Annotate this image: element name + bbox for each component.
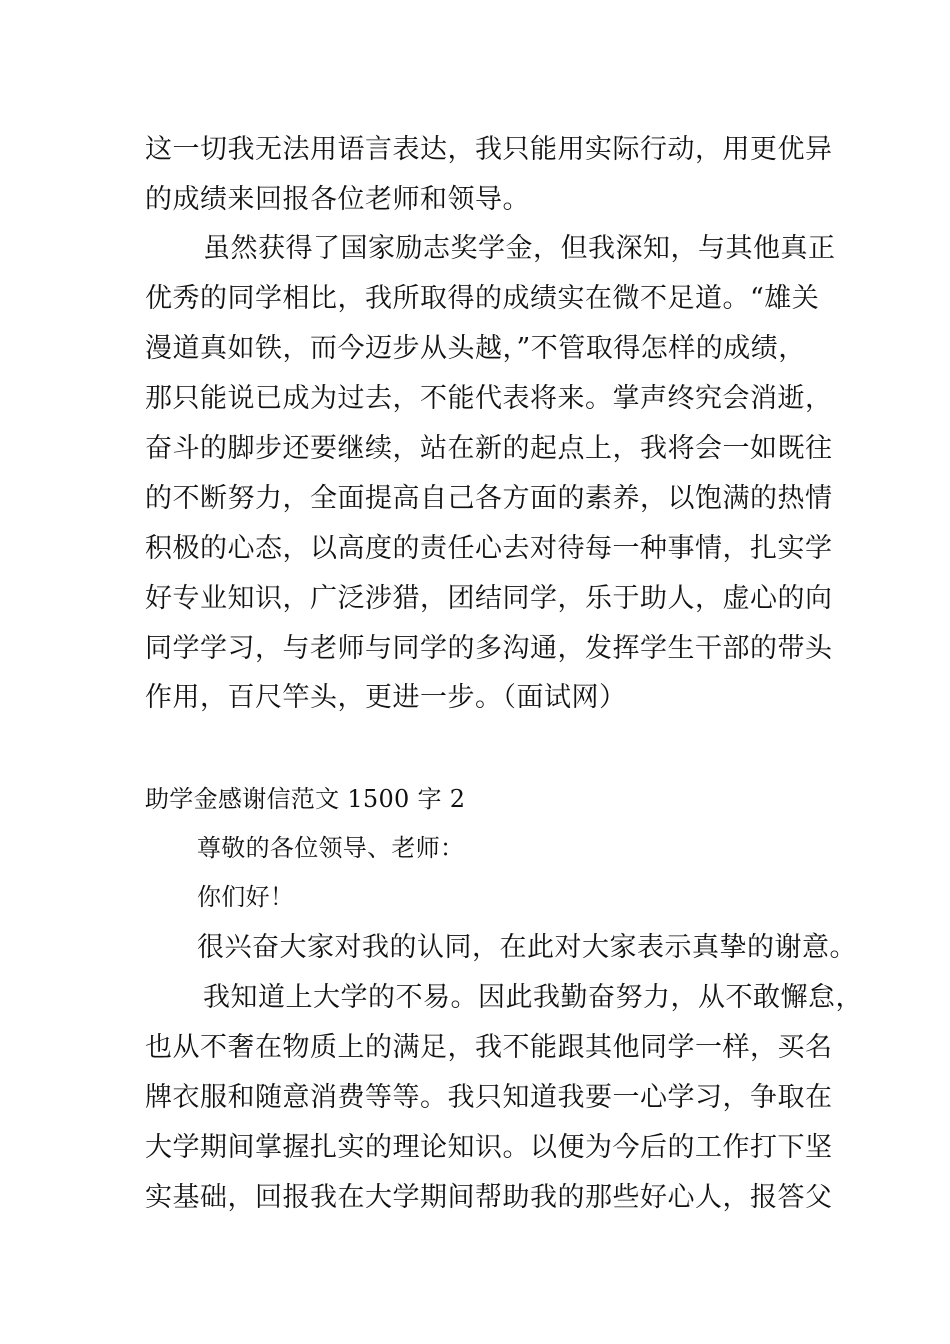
paragraph-4-line-4: 大学期间掌握扎实的理论知识。以便为今后的工作打下坚 — [145, 1132, 833, 1163]
paragraph-2-line-4: 那只能说已成为过去，不能代表将来。掌声终究会消逝， — [145, 383, 833, 414]
paragraph-4-line-5: 实基础，回报我在大学期间帮助我的那些好心人，报答父 — [145, 1182, 833, 1213]
paragraph-2-line-7: 积极的心态，以高度的责任心去对待每一种事情，扎实学 — [145, 533, 833, 564]
paragraph-2-line-10: 作用，百尺竿头，更进一步。（面试网） — [145, 682, 627, 713]
paragraph-2-line-9: 同学学习，与老师与同学的多沟通，发挥学生干部的带头 — [145, 633, 833, 664]
greeting: 你们好！ — [197, 883, 295, 911]
paragraph-1-line-1: 这一切我无法用语言表达，我只能用实际行动，用更优异 — [145, 134, 833, 165]
salutation: 尊敬的各位领导、老师： — [197, 834, 465, 862]
paragraph-2-line-5: 奋斗的脚步还要继续，站在新的起点上，我将会一如既往 — [145, 433, 833, 464]
paragraph-4-line-2: 也从不奢在物质上的满足，我不能跟其他同学一样，买名 — [145, 1032, 833, 1063]
section-title: 助学金感谢信范文 1500 字 2 — [145, 785, 466, 813]
paragraph-2-line-3: 漫道真如铁，而今迈步从头越，”不管取得怎样的成绩， — [145, 333, 806, 364]
paragraph-2-line-6: 的不断努力，全面提高自己各方面的素养，以饱满的热情 — [145, 483, 833, 514]
paragraph-1-line-2: 的成绩来回报各位老师和领导。 — [145, 184, 530, 215]
paragraph-4-line-1: 我知道上大学的不易。因此我勤奋努力，从不敢懈怠， — [203, 982, 863, 1013]
paragraph-4-line-3: 牌衣服和随意消费等等。我只知道我要一心学习，争取在 — [145, 1082, 833, 1113]
paragraph-3: 很兴奋大家对我的认同，在此对大家表示真挚的谢意。 — [197, 932, 857, 963]
paragraph-2-line-1: 虽然获得了国家励志奖学金，但我深知，与其他真正 — [203, 233, 836, 264]
paragraph-2-line-8: 好专业知识，广泛涉猎，团结同学，乐于助人，虚心的向 — [145, 583, 833, 614]
paragraph-2-line-2: 优秀的同学相比，我所取得的成绩实在微不足道。“雄关 — [145, 283, 820, 314]
